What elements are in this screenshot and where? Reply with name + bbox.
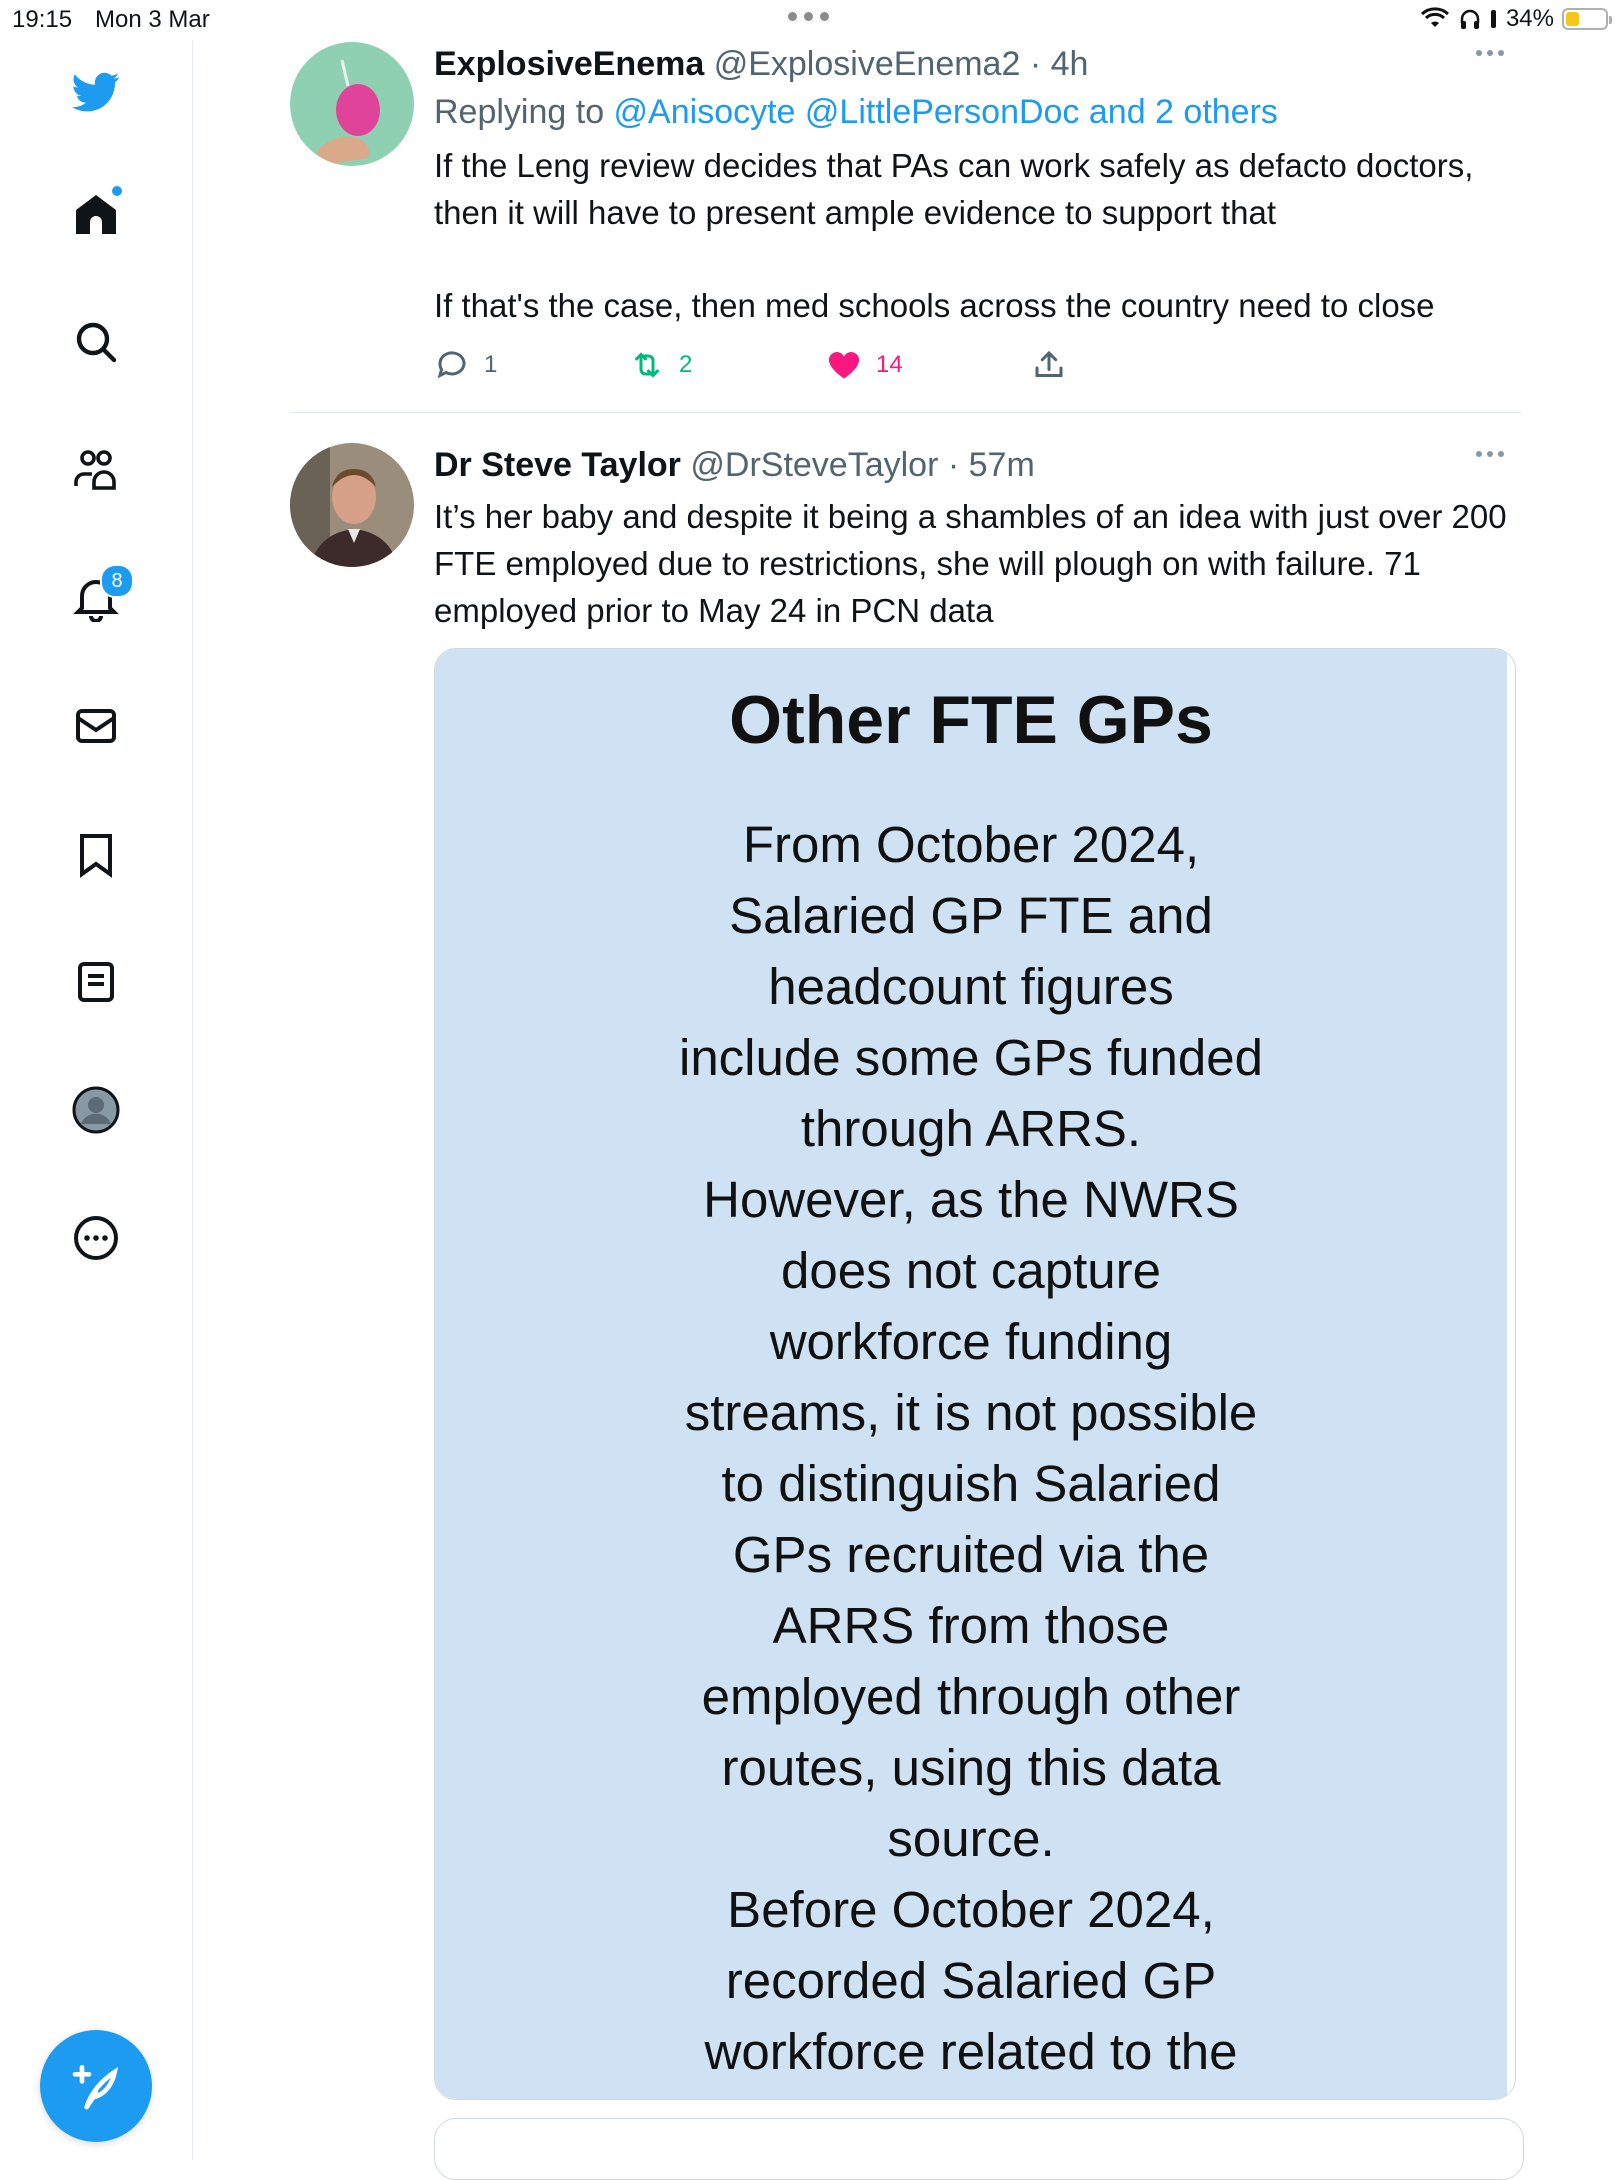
retweet-icon	[629, 347, 665, 383]
tweet-actions	[434, 339, 1514, 395]
sidebar-nav	[0, 40, 193, 2160]
avatar[interactable]	[290, 443, 414, 567]
tweet-time[interactable]: · 57m	[947, 446, 1035, 484]
image-text-line: From October 2024,	[742, 816, 1200, 873]
search-icon[interactable]	[64, 310, 128, 374]
image-text-line: However, as the NWRS	[703, 1171, 1239, 1228]
tweet-header	[434, 443, 1514, 487]
communities-icon[interactable]	[64, 438, 128, 502]
bell-icon[interactable]	[64, 566, 128, 630]
headphones-icon	[1458, 7, 1482, 31]
home-unread-dot	[112, 186, 122, 196]
image-text-line: source.	[887, 1810, 1055, 1867]
status-bar	[0, 0, 1620, 40]
author-name[interactable]: Dr Steve Taylor	[434, 446, 681, 484]
retweet-count: 2	[679, 351, 693, 378]
more-circle-icon[interactable]	[64, 1206, 128, 1270]
share-button[interactable]	[1031, 347, 1067, 383]
like-button[interactable]	[826, 347, 903, 383]
home-icon[interactable]	[64, 182, 128, 246]
image-text-line: headcount figures	[768, 958, 1174, 1015]
avatar[interactable]	[290, 42, 414, 166]
heart-icon	[826, 347, 862, 383]
tweet-paragraph: If the Leng review decides that PAs can work safely as defacto doctors, then it will have to present ample evidence to support that	[434, 147, 1474, 231]
image-text-line: include some GPs funded	[678, 1029, 1263, 1086]
author-name[interactable]: ExplosiveEnema	[434, 45, 705, 83]
twitter-logo-icon[interactable]	[64, 60, 128, 124]
image-text-line: routes, using this data	[721, 1739, 1221, 1796]
image-text-line: to distinguish Salaried	[721, 1455, 1221, 1512]
reply-targets-link[interactable]: @Anisocyte @LittlePersonDoc and 2 others	[613, 93, 1278, 131]
image-text-line: through ARRS.	[800, 1100, 1142, 1157]
image-text-line: employed through other	[701, 1668, 1241, 1725]
retweet-button[interactable]	[629, 347, 692, 383]
tweet-text: It’s her baby and despite it being a shambles of an idea with just over 200 FTE employed due to restrictions, she will plough on with failure. 71 employed prior to May 24 in PCN data	[434, 498, 1507, 629]
wifi-icon	[1420, 7, 1450, 31]
more-options-icon[interactable]	[1476, 50, 1504, 56]
battery-icon	[1562, 8, 1608, 30]
compose-button[interactable]	[40, 2030, 152, 2142]
image-text-line: workforce related to the	[704, 2023, 1238, 2080]
notifications-badge: 8	[100, 564, 134, 598]
more-options-icon[interactable]	[1476, 451, 1504, 457]
replying-to-label: Replying to	[434, 93, 614, 131]
image-text-line: does not capture	[781, 1242, 1161, 1299]
quoted-tweet-card[interactable]	[434, 2118, 1524, 2180]
like-count: 14	[876, 351, 903, 378]
image-text-line: Before October 2024,	[727, 1881, 1215, 1938]
compose-feather-icon	[68, 2058, 124, 2114]
image-text-line: ARRS from those	[772, 1597, 1170, 1654]
multitasking-handle-icon[interactable]	[788, 12, 829, 21]
tweet-text	[434, 142, 1514, 329]
image-text-line: Salaried GP FTE and	[729, 887, 1213, 944]
tweet-paragraph: If that's the case, then med schools across the country need to close	[434, 287, 1435, 324]
tweet-header	[434, 42, 1514, 86]
image-title: Other FTE GPs	[729, 682, 1213, 758]
image-text-line: recorded Salaried GP	[725, 1952, 1217, 2009]
lists-icon[interactable]	[64, 950, 128, 1014]
replying-to	[434, 86, 1514, 138]
author-handle[interactable]: @DrSteveTaylor	[690, 446, 939, 484]
tweet-time[interactable]: · 4h	[1029, 45, 1089, 83]
image-text-line: streams, it is not possible	[684, 1384, 1258, 1441]
status-indicators	[1420, 5, 1608, 33]
image-text-line: workforce funding	[769, 1313, 1173, 1370]
signal-icon	[1490, 7, 1498, 31]
battery-percent: 34%	[1505, 5, 1554, 32]
image-text	[435, 809, 1507, 2087]
bookmark-icon[interactable]	[64, 822, 128, 886]
tweet-image[interactable]	[434, 648, 1516, 2100]
author-handle[interactable]: @ExplosiveEnema2	[713, 45, 1021, 83]
tweet-divider	[290, 412, 1522, 413]
profile-avatar-icon[interactable]	[64, 1078, 128, 1142]
mail-icon[interactable]	[64, 694, 128, 758]
reply-count: 1	[484, 351, 498, 378]
status-date: Mon 3 Mar	[95, 6, 210, 33]
reply-button[interactable]	[434, 347, 497, 383]
reply-icon	[434, 347, 470, 383]
tweet[interactable]	[290, 42, 1522, 402]
share-icon	[1031, 347, 1067, 383]
image-text-line: GPs recruited via the	[732, 1526, 1210, 1583]
tweet[interactable]	[290, 443, 1522, 2160]
status-time: 19:15	[12, 6, 73, 33]
